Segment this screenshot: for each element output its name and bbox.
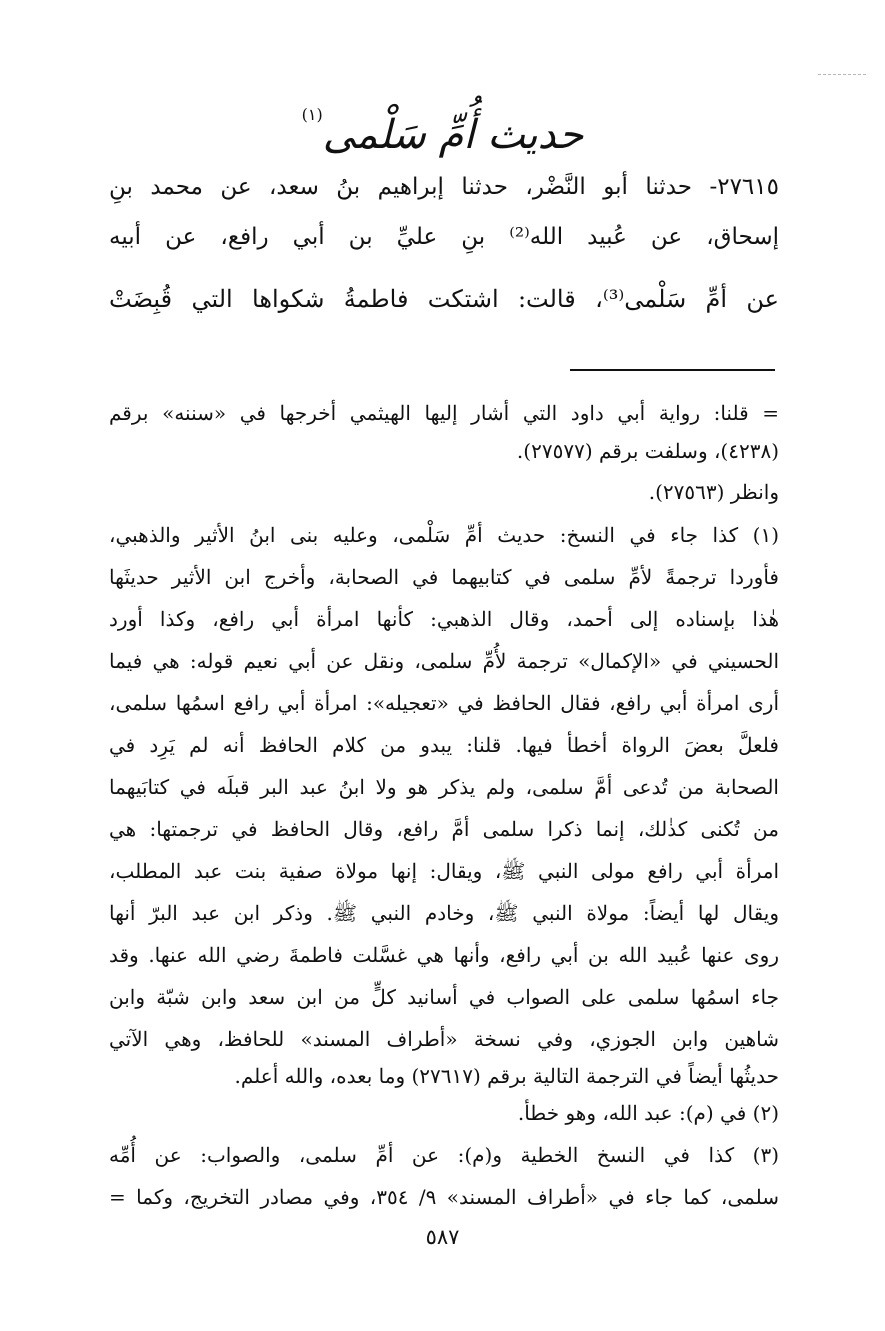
- footnote-line-9: فلعلَّ بعضَ الرواة أخطأ فيها. قلنا: يبدو من كلام الحافظ أنه لم يَرِد في: [109, 733, 779, 757]
- body-line-1: ٢٧٦١٥- حدثنا أبو النَّضْر، حدثنا إبراهيم بنُ سعد، عن محمد بنِ: [109, 174, 779, 200]
- footnote-line-11: من تُكنى كذٰلك، إنما ذكرا سلمى أمَّ رافع، وقال الحافظ في ترجمتها: هي: [109, 817, 779, 841]
- body-line-2: إسحاق، عن عُبيد الله⁽²⁾ بنِ عليِّ بن أبي رافع، عن أبيه: [109, 224, 779, 250]
- footnote-line-18: (٢) في (م): عبد الله، وهو خطأ.: [517, 1101, 779, 1125]
- footnote-line-19: (٣) كذا في النسخ الخطية و(م): عن أمِّ سلمى، والصواب: عن أُمِّه: [109, 1143, 779, 1167]
- page-number: ٥٨٧: [425, 1225, 460, 1249]
- footnote-line-3: وانظر (٢٧٥٦٣).: [648, 480, 779, 504]
- footnote-line-13: ويقال لها أيضاً: مولاة النبي ﷺ، وخادم النبي ﷺ. وذكر ابن عبد البرّ أنها: [109, 901, 779, 925]
- footnote-line-20: سلمى، كما جاء في «أطراف المسند» ٩/ ٣٥٤، وفي مصادر التخريج، وكما =: [109, 1185, 779, 1209]
- footnote-line-16: شاهين وابن الجوزي، وفي نسخة «أطراف المسند» للحافظ، وهي الآتي: [109, 1027, 779, 1051]
- body-line-3: عن أمِّ سَلْمى⁽³⁾، قالت: اشتكت فاطمةُ شكواها التي قُبِضَتْ: [109, 285, 779, 313]
- footnote-line-6: هٰذا بإسناده إلى أحمد، وقال الذهبي: كأنها امرأة أبي رافع، وكذا أورد: [109, 607, 779, 631]
- footnote-line-15: جاء اسمُها سلمى على الصواب في أسانيد كلٍّ من ابن سعد وابن شبّة وابن: [109, 985, 779, 1009]
- footnote-line-5: فأوردا ترجمةً لأمِّ سلمى في كتابيهما في الصحابة، وأخرج ابن الأثير حديثَها: [109, 565, 779, 589]
- footnote-line-17: حديثُها أيضاً في الترجمة التالية برقم (٢٧٦١٧) وما بعده، والله أعلم.: [234, 1064, 779, 1088]
- footnote-line-14: روى عنها عُبيد الله بن أبي رافع، وأنها هي غسَّلت فاطمةَ رضي الله عنها. وقد: [109, 943, 779, 967]
- footnote-line-7: الحسيني في «الإكمال» ترجمة لأُمِّ سلمى، ونقل عن أبي نعيم قوله: هي فيما: [109, 649, 779, 673]
- title-text: حديث أُمِّ سَلْمى: [322, 112, 584, 158]
- page-title: [0, 80, 885, 170]
- footnote-line-12: امرأة أبي رافع مولى النبي ﷺ، ويقال: إنها مولاة صفية بنت عبد المطلب،: [109, 859, 779, 883]
- footnote-line-2: (٤٢٣٨)، وسلفت برقم (٢٧٥٧٧).: [516, 439, 779, 463]
- footnote-line-8: أرى امرأة أبي رافع، فقال الحافظ في «تعجيله»: امرأة أبي رافع اسمُها سلمى،: [109, 691, 779, 715]
- footnote-line-10: الصحابة من تُدعى أمَّ سلمى، ولم يذكر هو ولا ابنُ عبد البر قبلَه في كتابَيهما: [109, 775, 779, 799]
- footnote-line-1: = قلنا: رواية أبي داود التي أشار إليها الهيثمي أخرجها في «سننه» برقم: [109, 401, 779, 425]
- footnote-separator: [570, 369, 775, 371]
- title-footnote-marker: (١): [301, 105, 323, 124]
- corner-mark: [818, 74, 866, 75]
- footnote-line-4: (١) كذا جاء في النسخ: حديث أمِّ سَلْمى، وعليه بنى ابنُ الأثير والذهبي،: [109, 523, 779, 547]
